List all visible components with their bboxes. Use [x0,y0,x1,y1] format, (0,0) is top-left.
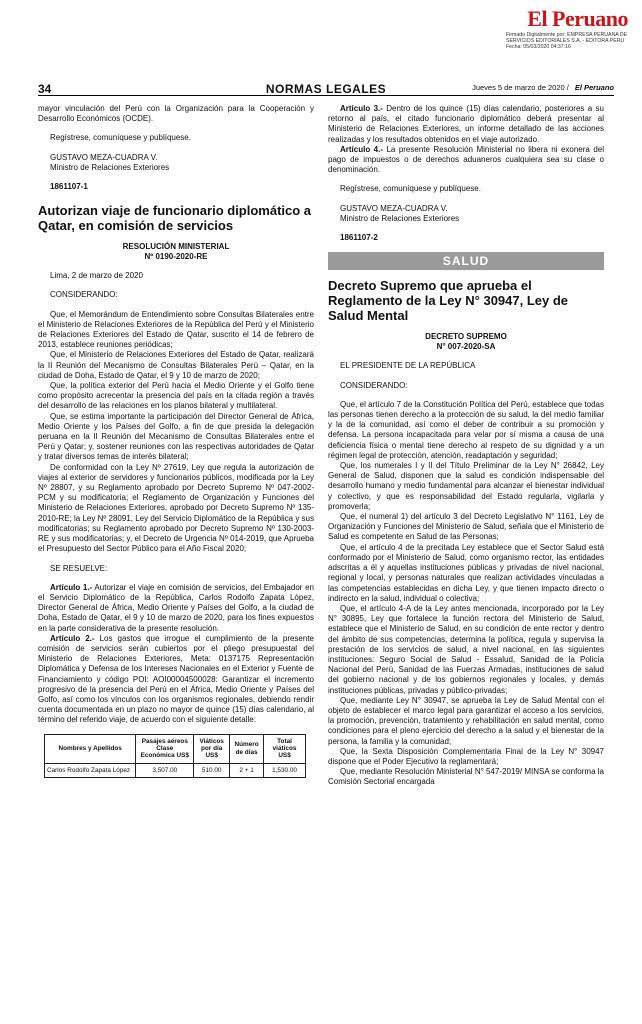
paragraph: Que, los numerales I y II del Título Preliminar de la Ley N° 26842, Ley General de Salud, disponen que la salud es condición indispensable del desarrollo humano y medio fundamental para alcanzar el bienestar individual y colectivo, y que es responsabilidad del Estado regularla, vigilarla y promoverla; [328,461,604,511]
president-heading: EL PRESIDENTE DE LA REPÚBLICA [340,361,476,371]
paragraph: Que, el Memorándum de Entendimiento sobre Consultas Bilaterales entre el Ministerio de Relaciones Exteriores de la República del Perú y el Ministerio de Relaciones Exteriores del Estado de Qatar, suscrito el 14 de febrero de 2013, establece reuniones periódicas; [38,309,314,350]
document-code: 1861107-2 [340,233,378,243]
column-header: Número de días [230,734,264,763]
column-header: Nombres y Apellidos [45,734,136,763]
article-label: Artículo 1.- [50,582,93,592]
paragraph: Que, la Sexta Disposición Complementaria Final de la Ley N° 30947 dispone que el Poder Ejecutivo la reglamentará; [328,746,604,766]
resuelve-heading: SE RESUELVE: [50,563,108,573]
decree-number: N° 007-2020-SA [436,342,496,352]
signatory-title: Ministro de Relaciones Exteriores [50,162,170,172]
resolution-date: Lima, 2 de marzo de 2020 [50,271,143,281]
paragraph: Que, se estima importante la participación del Director General de África, Medio Oriente y los Países del Golfo, a fin de que presida la delegación peruana en la II Reunión del Mecanismo de Consultas Bilaterales entre el Perú y Qatar; y, sostener reuniones con las respectivas autoridades de Qatar y tratar diversos temas de interés bilateral; [38,411,314,462]
right-column [328,104,604,788]
table-header-row [45,734,306,763]
article-label: Artículo 4.- [340,144,384,154]
paragraph: mayor vinculación del Perú con la Organización para la Cooperación y Desarrollo Económicos (OCDE). [38,104,314,124]
table-row [45,763,306,777]
closing-formula: Regístrese, comuníquese y publíquese. [50,133,191,143]
signatory-name: GUSTAVO MEZA-CUADRA V. [340,203,448,213]
section-banner-salud: SALUD [328,252,604,270]
article-title: Autorizan viaje de funcionario diplomático a Qatar, en comisión de servicios [38,203,312,234]
paragraph: Que, el artículo 4-A de la Ley antes mencionada, incorporado por la Ley N° 30895, Ley que fortalece la función rectora del Ministerio de Salud, establece que el Ministerio de Salud, en su condición de ente rector y dentro del ámbito de sus competencias, determina la política, regula y supervisa la prestación de los servicios de salud, a nivel nacional, en las siguientes instituciones: Seguro Social de Salud - Essalud, Sanidad de la Policía Nacional del Perú, Sanidad de las Fuerzas Armadas, instituciones de salud del gobierno nacional y de los gobiernos regionales y locales, y demás instituciones públicas, privadas y público-privadas; [328,603,604,695]
decree-heading: DECRETO SUPREMO [425,332,507,342]
digital-signature: Firmado Digitalmente por: EMPRESA PERUANA DE SERVICIOS EDITORIALES S.A. - EDITORA PERU Fecha: 05/03/2020 04:37:16 [506,32,628,51]
document-code: 1861107-1 [50,182,88,192]
paragraph: Que, el numeral 1) del artículo 3 del Decreto Legislativo N° 1161, Ley de Organización y Funciones del Ministerio de Salud, señala que el Ministerio de Salud es competente en Salud de las Personas; [328,512,604,542]
article-text: Dentro de los quince (15) días calendario, posteriores a su retorno al país, el citado funcionario diplomático deberá presentar al Ministerio de Relaciones Exteriores, un informe detallado de las acciones realizadas y los resultados obtenidos en el viaje autorizado. [328,104,604,144]
considerando-heading: CONSIDERANDO: [340,380,408,390]
article-1 [38,583,314,634]
article-text: Los gastos que irrogue el cumplimiento de la presente comisión de servicios serán cubiertos por el pliego presupuestal del Ministerio de Relaciones Exteriores, Meta: 0137175 Representación Diplomática y Defensa de los Intereses Nacionales en el Exterior y Fuente de Financiamiento y código POI: AOI00004500028: Garantizar el incremento progresivo de la presencia del Perú en el África, Medio Oriente y Países del Golfo, así como los vínculos con los organismos regionales, debiendo rendir cuenta documentada en un plazo no mayor de quince (15) días calendario, al término del referido viaje, de acuerdo con el siguiente detalle: [38,633,315,725]
table-cell: 1,530.00 [264,763,306,777]
article-4 [328,145,604,176]
date-text: Jueves 5 de marzo de 2020 / [472,83,569,92]
article-title: Decreto Supremo que aprueba el Reglamento de la Ley N° 30947, Ley de Salud Mental [328,278,569,324]
paragraph: Que, mediante Ley N° 30947, se aprueba la Ley de Salud Mental con el objeto de establecer el marco legal para garantizar el acceso a los servicios, la promoción, prevención, tratamiento y rehabilitación en salud mental, como condiciones para el pleno ejercicio del derecho a la salud y el bienestar de la persona, la familia y la comunidad; [328,695,604,746]
paragraph: Que, el artículo 7 de la Constitución Política del Perú, establece que todas las personas tienen derecho a la protección de su salud, la del medio familiar y la de la comunidad, así como el deber de contribuir a su promoción y defensa. La persona incapacitada para velar por sí misma a causa de una deficiencia física o mental tiene derecho al respeto de su dignidad y a un régimen legal de protección, atención, readaptación y seguridad; [328,399,604,460]
article-text: La presente Resolución Ministerial no libera ni exonera del pago de impuestos o de derechos aduaneros cualquiera sea su clase o denominación. [328,144,604,175]
resolution-heading: RESOLUCIÓN MINISTERIAL [122,242,230,252]
article-label: Artículo 3.- [340,104,383,113]
signatory-name: GUSTAVO MEZA-CUADRA V. [50,152,158,162]
article-label: Artículo 2.- [50,633,95,643]
paragraph: Que, la política exterior del Perú hacia el Medio Oriente y el Golfo tiene como propósito acrecentar la presencia del país en la citada región a través del desarrollo de las relaciones en los planos bilateral y multilateral. [38,381,314,411]
paragraph: Que, el artículo 4 de la precitada Ley establece que el Sector Salud está conformado por el Ministerio de Salud, como organismo rector, las entidades adscritas a él y aquellas instituciones públicas y privadas de nivel nacional, regional y local, y personas naturales que realizan actividades vinculadas a las competencias establecidas en dicha Ley, y que tienen impacto directo o indirecto en la salud, individual o colectiva; [328,542,604,603]
resolution-number: Nº 0190-2020-RE [144,252,208,262]
page-header [38,82,614,96]
article-text: Autorizar el viaje en comisión de servicios, del Embajador en el Servicio Diplomático de la República, Carlos Rodolfo Zapata López, Director General de África, Medio Oriente y Países del Golfo, a la ciudad de Doha, Estado de Qatar, el 9 y 10 de marzo de 2020, para los fines expuestos en la parte considerativa de la presente resolución. [38,582,314,633]
table-cell: Carlos Rodolfo Zapata López [45,763,136,777]
table-cell: 2 + 1 [230,763,264,777]
article-2 [38,634,314,726]
page-number: 34 [38,82,52,96]
el-peruano-logo: El Peruano [527,6,628,31]
column-header: Pasajes aéreos Clase Económica US$ [136,734,194,763]
closing-formula: Regístrese, comuníquese y publíquese. [340,184,481,194]
signatory-title: Ministro de Relaciones Exteriores [340,213,460,223]
travel-cost-table [44,734,306,779]
masthead [0,0,642,78]
section-title: NORMAS LEGALES [265,82,387,96]
table-cell: 510.00 [194,763,230,777]
paragraph: Que, mediante Resolución Ministerial N° 547-2019/ MINSA se conforma la Comisión Sectorial encargada [328,767,604,787]
left-column [38,104,314,778]
article-3 [328,104,604,145]
header-brand: El Peruano [574,83,614,92]
considerando-heading: CONSIDERANDO: [50,290,118,300]
column-header: Total viáticos US$ [264,734,306,763]
header-date [472,83,614,92]
paragraph: Que, el Ministerio de Relaciones Exteriores del Estado de Qatar, realizará la II Reunión del Mecanismo de Consultas Bilaterales Perú – Qatar, en la ciudad de Doha, Estado de Qatar, el 9 y 10 de marzo de 2020; [38,350,314,380]
column-header: Viáticos por día US$ [194,734,230,763]
table-cell: 3,507.00 [136,763,194,777]
paragraph: De conformidad con la Ley Nº 27619, Ley que regula la autorización de viajes al exterior de servidores y funcionarios públicos, modificada por la Ley Nº 28807, y su Reglamento aprobado por Decreto Supremo Nº 047-2002-PCM y su modificatoria; el Reglamento de Organización y Funciones del Ministerio de Relaciones Exteriores, aprobado por Decreto Supremo Nº 135-2010-RE; la Ley Nº 28091, Ley del Servicio Diplomático de la República y sus modificatorias; su Reglamento aprobado por Decreto Supremo Nº 130-2003-RE y sus modificatorias; y, el Decreto de Urgencia Nº 014-2019, que Aprueba el Presupuesto del Sector Público para el Año Fiscal 2020; [38,462,314,554]
